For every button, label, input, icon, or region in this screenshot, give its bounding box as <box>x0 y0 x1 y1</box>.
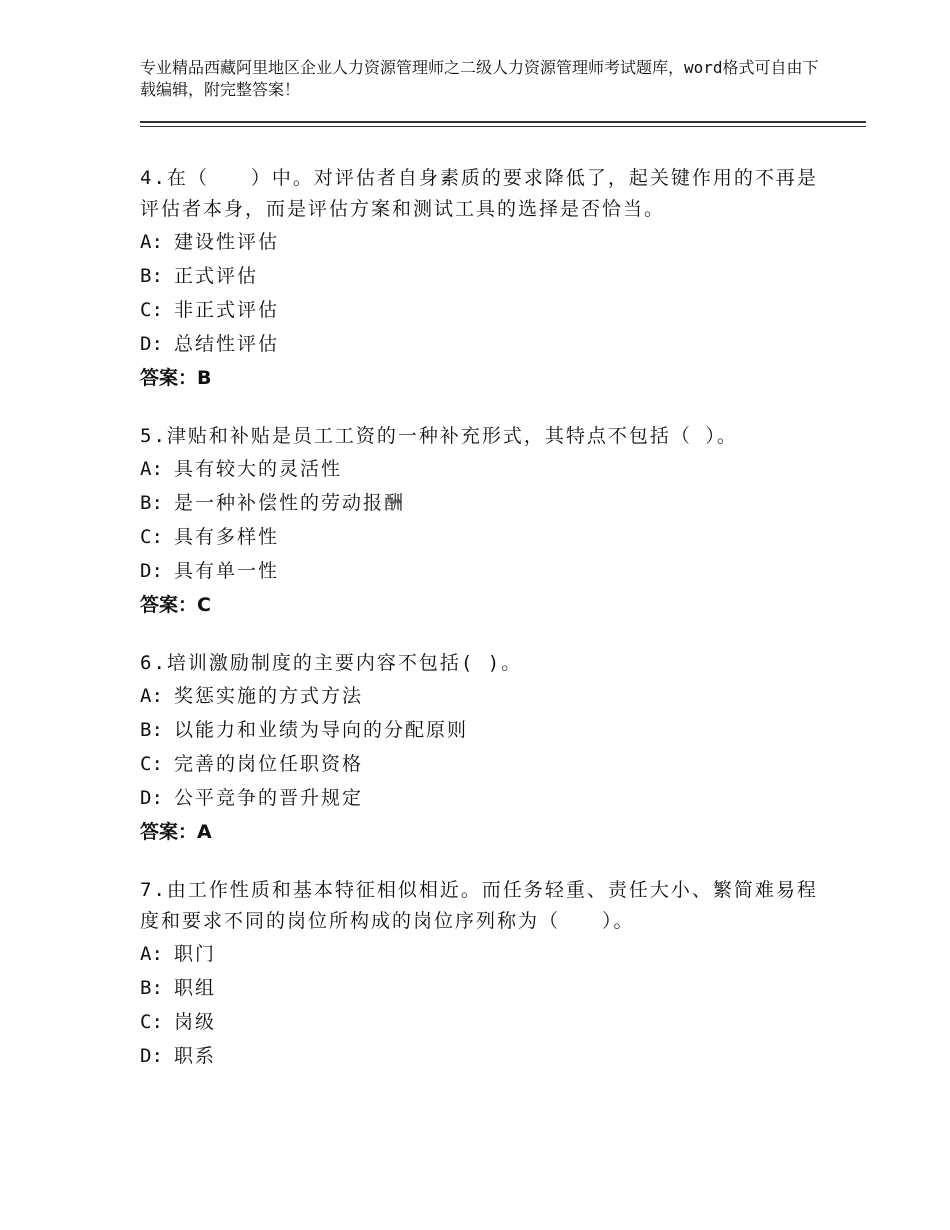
option-text: 岗级 <box>174 1011 217 1033</box>
option-b <box>140 971 820 1005</box>
option-text: 是一种补偿性的劳动报酬 <box>174 492 406 514</box>
option-key: B: <box>140 265 163 287</box>
option-text: 以能力和业绩为导向的分配原则 <box>174 719 469 741</box>
option-key: C: <box>140 753 163 775</box>
option-key: D: <box>140 1045 163 1067</box>
option-c <box>140 293 820 327</box>
option-key: A: <box>140 458 163 480</box>
option-text: 完善的岗位任职资格 <box>174 753 364 775</box>
option-key: B: <box>140 977 163 999</box>
option-b <box>140 486 820 520</box>
option-key: A: <box>140 231 163 253</box>
question-text: 4.在（ ）中。对评估者自身素质的要求降低了，起关键作用的不再是评估者本身，而是评估方案和测试工具的选择是否恰当。 <box>140 167 818 220</box>
option-b <box>140 713 820 747</box>
question-text: 6.培训激励制度的主要内容不包括( )。 <box>140 652 523 674</box>
option-text: 职门 <box>174 943 217 965</box>
option-c <box>140 747 820 781</box>
question-6 <box>140 648 820 849</box>
option-b <box>140 259 820 293</box>
answer-label: 答案：B <box>140 367 212 389</box>
document-header: 专业精品西藏阿里地区企业人力资源管理师之二级人力资源管理师考试题库，word格式可自由下载编辑，附完整答案！ <box>140 58 819 99</box>
answer-label: 答案：A <box>140 821 212 843</box>
option-key: D: <box>140 560 163 582</box>
option-key: D: <box>140 787 163 809</box>
option-a <box>140 452 820 486</box>
option-text: 建设性评估 <box>174 231 280 253</box>
option-d <box>140 327 820 361</box>
option-text: 正式评估 <box>174 265 259 287</box>
option-c <box>140 520 820 554</box>
option-key: A: <box>140 943 163 965</box>
option-c <box>140 1005 820 1039</box>
question-4 <box>140 163 820 395</box>
option-key: C: <box>140 1011 163 1033</box>
option-a <box>140 679 820 713</box>
option-key: D: <box>140 333 163 355</box>
option-text: 公平竞争的晋升规定 <box>174 787 364 809</box>
option-text: 具有较大的灵活性 <box>174 458 343 480</box>
option-d <box>140 1039 820 1073</box>
answer-label: 答案：C <box>140 594 211 616</box>
option-a <box>140 937 820 971</box>
header-rule-thin <box>140 126 866 127</box>
question-7 <box>140 875 820 1073</box>
option-a <box>140 225 820 259</box>
option-text: 总结性评估 <box>174 333 280 355</box>
header-rule-thick <box>140 121 866 123</box>
question-5 <box>140 421 820 622</box>
option-d <box>140 781 820 815</box>
option-text: 具有单一性 <box>174 560 280 582</box>
option-text: 职组 <box>174 977 217 999</box>
option-key: B: <box>140 719 163 741</box>
question-list <box>140 163 820 1099</box>
option-key: A: <box>140 685 163 707</box>
option-key: C: <box>140 526 163 548</box>
option-text: 具有多样性 <box>174 526 280 548</box>
option-d <box>140 554 820 588</box>
option-text: 非正式评估 <box>174 299 280 321</box>
option-key: B: <box>140 492 163 514</box>
option-key: C: <box>140 299 163 321</box>
option-text: 奖惩实施的方式方法 <box>174 685 364 707</box>
question-text: 7.由工作性质和基本特征相似相近。而任务轻重、责任大小、繁简难易程度和要求不同的岗位所构成的岗位序列称为（ ）。 <box>140 879 818 932</box>
option-text: 职系 <box>174 1045 217 1067</box>
question-text: 5.津贴和补贴是员工工资的一种补充形式，其特点不包括（ ）。 <box>140 425 738 447</box>
